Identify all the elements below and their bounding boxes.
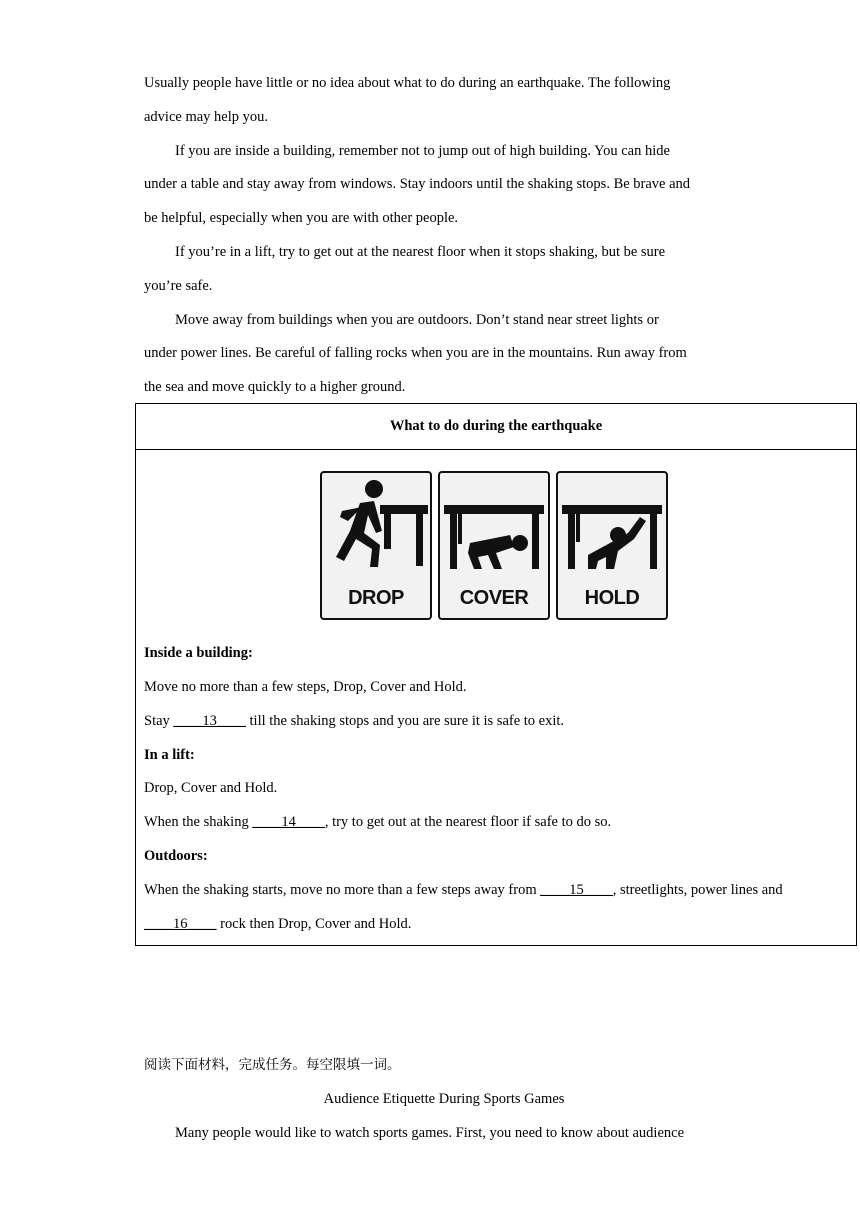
outdoors-line-1 — [144, 880, 783, 900]
passage-line: Move away from buildings when you are outdoors. Don’t stand near street lights or — [175, 312, 659, 328]
outdoors-line-1-post: , streetlights, power lines and — [612, 882, 783, 898]
section2-title: Audience Etiquette During Sports Games — [323, 1091, 565, 1107]
lift-heading: In a lift: — [144, 747, 195, 763]
outdoors-line-2 — [144, 914, 411, 934]
lift-line-1: Drop, Cover and Hold. — [144, 780, 278, 796]
passage-line: advice may help you. — [144, 109, 269, 125]
outdoors-line-2-post: rock then Drop, Cover and Hold. — [216, 916, 412, 932]
inside-heading: Inside a building: — [144, 645, 253, 661]
blank-16: ____16____ — [144, 916, 217, 932]
passage-line: under a table and stay away from windows. Stay indoors until the shaking stops. Be brave and — [144, 176, 691, 192]
passage-line: under power lines. Be careful of falling rocks when you are in the mountains. Run away from — [144, 345, 687, 361]
hold-panel — [556, 471, 668, 620]
passage-line: the sea and move quickly to a higher ground. — [144, 379, 406, 395]
outdoors-line-1-pre: When the shaking starts, move no more than a few steps away from — [144, 882, 541, 898]
section2-instruction: 阅读下面材料，完成任务。每空限填一词。 — [144, 1057, 401, 1073]
passage-line: If you are inside a building, remember not to jump out of high building. You can hide — [175, 143, 670, 159]
inside-line-2-pre: Stay — [144, 713, 174, 729]
passage-line: you’re safe. — [144, 278, 213, 294]
inside-line-2-post: till the shaking stops and you are sure it is safe to exit. — [245, 713, 565, 729]
drop-panel — [320, 471, 432, 620]
blank-15: ____15____ — [540, 882, 613, 898]
section2-first-line: Many people would like to watch sports games. First, you need to know about audience — [175, 1125, 685, 1141]
cover-panel — [438, 471, 550, 620]
table-title: What to do during the earthquake — [136, 404, 856, 450]
cover-label: COVER — [459, 587, 529, 609]
lift-line-2-pre: When the shaking — [144, 814, 253, 830]
lift-line-2 — [144, 812, 611, 832]
outdoors-heading: Outdoors: — [144, 848, 208, 864]
passage-line: If you’re in a lift, try to get out at the nearest floor when it stops shaking, but be sure — [175, 244, 666, 260]
drop-label: DROP — [348, 587, 404, 609]
blank-13: ____13____ — [173, 713, 246, 729]
inside-line-1: Move no more than a few steps, Drop, Cover and Hold. — [144, 679, 467, 695]
hold-label: HOLD — [584, 587, 640, 609]
passage-line: be helpful, especially when you are with other people. — [144, 210, 459, 226]
blank-14: ____14____ — [252, 814, 325, 830]
inside-line-2 — [144, 711, 564, 731]
lift-line-2-post: , try to get out at the nearest floor if safe to do so. — [324, 814, 612, 830]
passage-line: Usually people have little or no idea about what to do during an earthquake. The following — [144, 75, 671, 91]
